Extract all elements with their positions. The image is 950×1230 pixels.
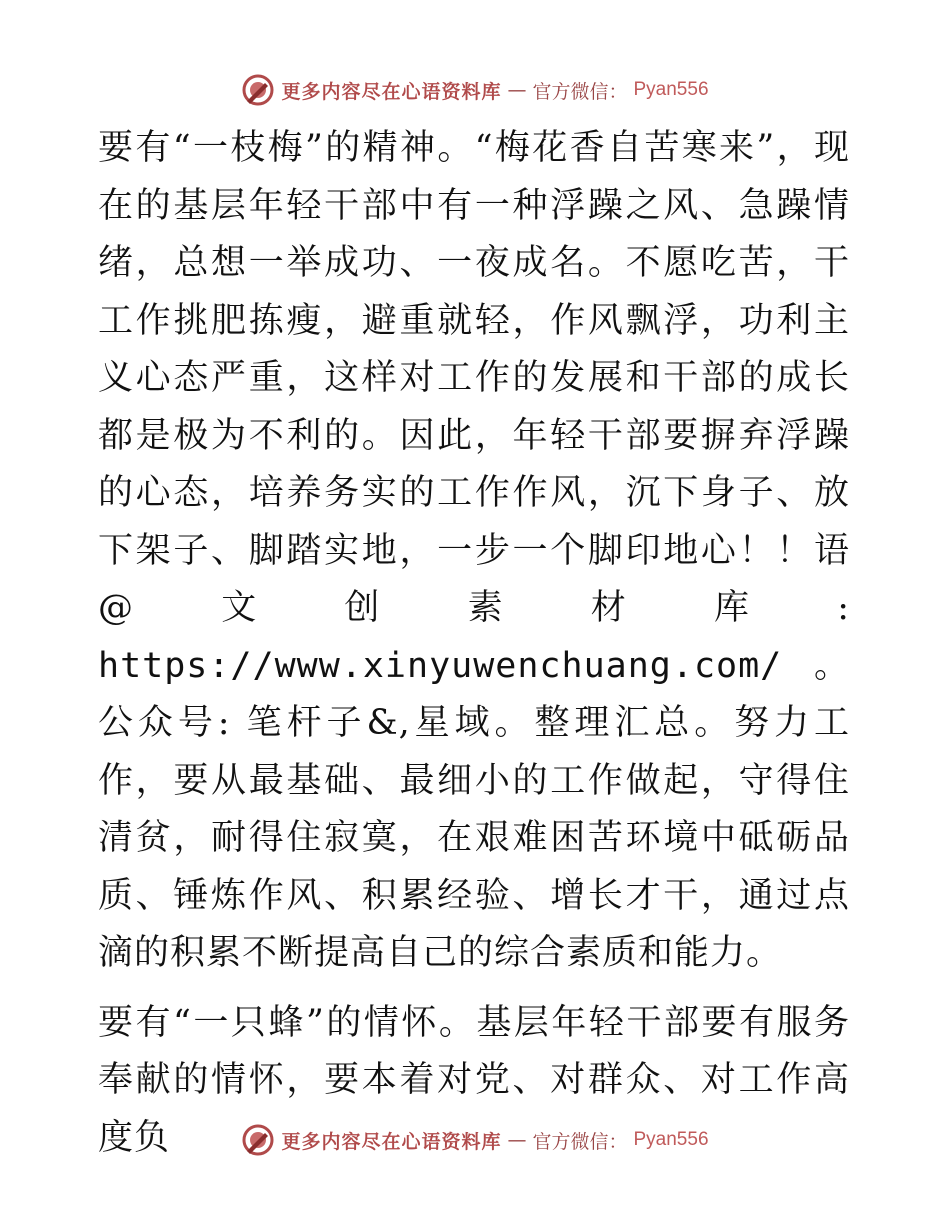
banner-label: 官方微信： [532, 1130, 628, 1153]
pen-logo-icon [241, 73, 275, 107]
source-url: https://www.xinyuwenchuang.com/ [98, 645, 783, 686]
banner-wechat-id: Pyan556 [633, 79, 709, 100]
banner-separator: — [507, 1129, 527, 1151]
banner-main-text: 更多内容尽在心语资料库 [281, 1130, 502, 1153]
banner-wechat-id: Pyan556 [633, 1129, 709, 1150]
paragraph-bee: 要有“一只蜂”的情怀。基层年轻干部要有服务奉献的情怀，要本着对党、对群众、对工作高度负 [98, 1002, 850, 1158]
banner-main-text: 更多内容尽在心语资料库 [281, 80, 502, 103]
pen-logo-icon [241, 1123, 275, 1157]
paragraph-plum-text-1: 要有“一枝梅”的精神。“梅花香自苦寒来”，现在的基层年轻干部中有一种浮躁之风、急躁情绪，总想一举成功、一夜成名。不愿吃苦，干工作挑肥拣瘦，避重就轻，作风飘浮，功利主义心态严重，这样对工作的发展和干部的成长都是极为不利的。因此，年轻干部要摒弃浮躁的心态，培养务实的工作作风，沉下身子、放下架子、脚踏实地，一步一个脚印地心！！语@文创素材库: [98, 128, 850, 628]
document-body [98, 120, 850, 1167]
header-banner [0, 70, 950, 110]
banner-separator: — [507, 79, 527, 101]
footer-banner [0, 1120, 950, 1160]
banner-label: 官方微信： [532, 80, 628, 103]
paragraph-plum [98, 120, 850, 983]
paragraph-plum-text-2: 。公众号: 笔杆子&,星域。整理汇总。努力工作，要从最基础、最细小的工作做起，守得住清贫，耐得住寂寞，在艰难困苦环境中砥砺品质、锤炼作风、积累经验、增长才干，通过点滴的积累不断提高自己的综合素质和能力。 [98, 645, 850, 973]
